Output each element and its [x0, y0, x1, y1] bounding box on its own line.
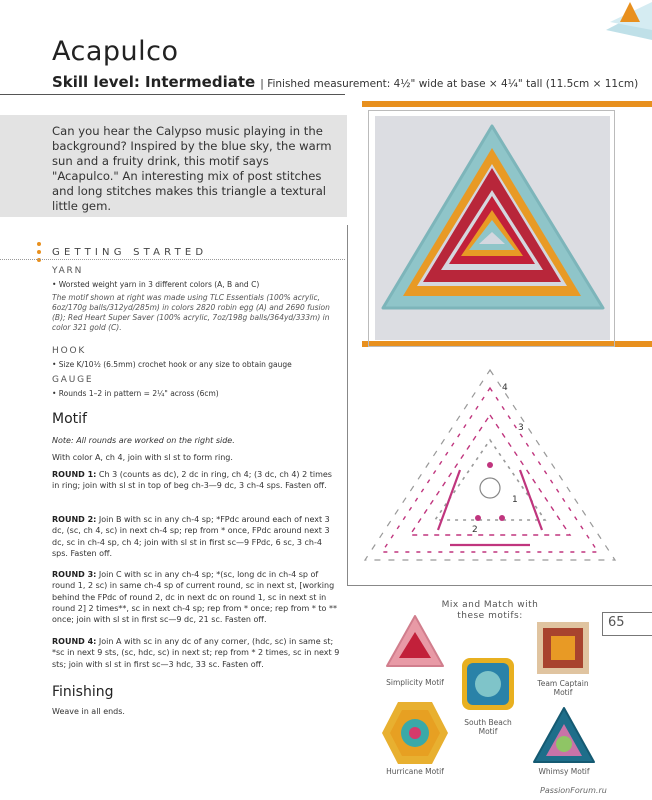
hurricane-motif-image — [380, 700, 450, 766]
corner-decoration — [596, 0, 652, 40]
yarn-note: The motif shown at right was made using TLC Essentials (100% acrylic, 6oz/170g balls/312yd/285m) in colors 2820 robin egg (A) and 2690 fusion (B); Red Heart Super Saver (100% acrylic, 7oz/198g balls/364yd/333m) in color 321 gold (C). — [52, 293, 330, 332]
simplicity-motif-image — [385, 612, 445, 672]
skill-row — [52, 72, 638, 91]
finishing-heading: Finishing — [52, 684, 114, 700]
page-number: 65 — [608, 615, 625, 630]
round-label: ROUND 3: — [52, 570, 97, 579]
separator: | — [260, 78, 268, 90]
round-label: ROUND 2: — [52, 515, 97, 524]
round-text: Ch 3 (counts as dc), 2 dc in ring, ch 4; (3 dc, ch 4) 2 times in ring; join with sl st in top of beg ch-3—9 dc, 3 ch-4 sps. Fasten off. — [52, 470, 332, 491]
title-rule — [0, 94, 345, 95]
intro-text: Can you hear the Calypso music playing in the background? Inspired by the blue sky, the warm sun and a fruity drink, this motif says "Acapulco." An interesting mix of post stitches and long stitches makes this triangle a textural little gem. — [52, 124, 332, 213]
column-divider — [347, 225, 348, 585]
round-1 — [52, 469, 340, 492]
round-text: Join A with sc in any dc of any corner, (hdc, sc) in same st; *sc in next 9 sts, (sc, hdc, sc) in next st; rep from * 2 times, sc in next 9 sts; join with sl st in first sc—3 hdc, 33 sc. Fasten off. — [52, 637, 340, 669]
getting-started-heading: GETTING STARTED — [52, 247, 208, 258]
diagram-label-1: 1 — [512, 495, 518, 505]
page-title: Acapulco — [52, 36, 179, 67]
gauge-label: GAUGE — [52, 375, 94, 385]
hook-text: • Size K/10½ (6.5mm) crochet hook or any size to obtain gauge — [52, 360, 292, 369]
crochet-triangle-image — [375, 116, 610, 340]
getting-started-rule — [0, 259, 345, 260]
note-label: Note: — [52, 436, 74, 445]
round-3 — [52, 569, 340, 625]
simplicity-label: Simplicity Motif — [386, 678, 444, 687]
skill-level: Skill level: Intermediate — [52, 73, 256, 91]
note-text: All rounds are worked on the right side. — [76, 436, 235, 445]
diagram-label-2: 2 — [472, 525, 478, 535]
motif-heading: Motif — [52, 411, 87, 427]
motif-note — [52, 435, 340, 446]
round-text: Join B with sc in any ch-4 sp; *FPdc around each of next 3 dc, (sc, ch 4, sc) in next ch-4 sp; rep from * once, FPdc around next 3 dc, sc in ch-4 sp, ch 4; join with sl st in first sc—9 FPdc, 6 sc, 3 ch-4 sps. Fasten off. — [52, 515, 330, 558]
diagram-label-4: 4 — [502, 383, 508, 393]
whimsy-label: Whimsy Motif — [538, 767, 590, 776]
round-label: ROUND 1: — [52, 470, 97, 479]
yarn-main: • Worsted weight yarn in 3 different colors (A, B and C) — [52, 280, 260, 289]
crochet-chart — [360, 360, 640, 580]
motif-photo — [375, 116, 610, 340]
finished-measurement: Finished measurement: 4½" wide at base × 4¼" tall (11.5cm × 11cm) — [267, 78, 639, 90]
mix-match-title: Mix and Match with these motifs: — [441, 600, 539, 621]
round-text: Join C with sc in any ch-4 sp; *(sc, long dc in ch-4 sp of round 1, 2 sc) in same ch-4 sp of current round, sc in next st, [working behind the FPdc of round 2, dc in next dc on round 1, sc in next st in round 2] 2 times**, sc in next ch-4 sp; rep from * once; rep from * to ** once; join with sl st in first sc—9 dc, 21 sc. Fasten off. — [52, 570, 337, 625]
yarn-label: YARN — [52, 266, 84, 276]
hook-label: HOOK — [52, 346, 87, 356]
diagram-bottom-rule — [347, 585, 652, 586]
finishing-text: Weave in all ends. — [52, 707, 125, 716]
motif-start: With color A, ch 4, join with sl st to form ring. — [52, 453, 233, 462]
round-label: ROUND 4: — [52, 637, 97, 646]
diagram-label-3: 3 — [518, 423, 524, 433]
gauge-text: • Rounds 1–2 in pattern = 2¼" across (6cm) — [52, 389, 219, 398]
south-beach-motif-image — [460, 656, 516, 712]
hurricane-label: Hurricane Motif — [386, 767, 444, 776]
team-captain-label: Team Captain Motif — [537, 679, 589, 697]
whimsy-motif-image — [532, 706, 596, 766]
team-captain-motif-image — [535, 620, 591, 676]
orange-bar-top — [362, 101, 652, 107]
round-2 — [52, 514, 340, 559]
watermark: PassionForum.ru — [540, 786, 607, 795]
south-beach-label: South Beach Motif — [464, 718, 512, 736]
round-4 — [52, 636, 340, 670]
